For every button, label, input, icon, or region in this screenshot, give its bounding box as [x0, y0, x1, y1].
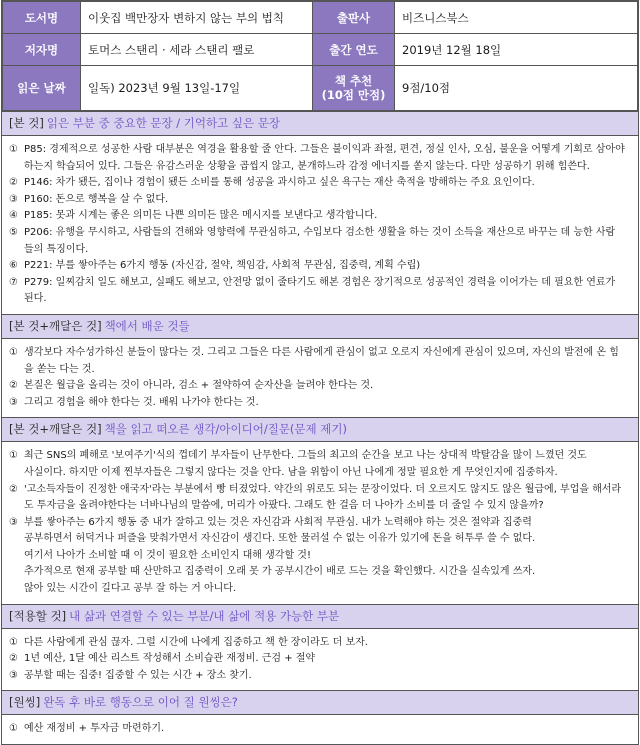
list-item: [9, 142, 632, 175]
section-4: [2, 604, 638, 691]
list-item-continuation: 여기서 나아가 소비할 때 이 것이 필요한 소비인지 대해 생각할 것!: [24, 549, 311, 561]
list-item: [9, 482, 632, 515]
list-item-text: P206: 유행을 무시하고, 사람들의 견해와 영향력에 무관심하고, 수입보다 검소한 생활을 하는 것이 소득을 재산으로 바꾸는 데 능한 사람: [24, 226, 616, 238]
list-item-number: ①: [9, 636, 18, 648]
list-item-number: ①: [9, 450, 18, 462]
list-item-continuation: 사실이다. 하지만 이제 찐부자들은 그렇지 않다는 것을 안다. 남을 위함이 아닌 나에게 정말 필요한 게 무엇인지에 집중하자.: [24, 466, 558, 478]
list-item-first-line: [9, 635, 632, 652]
list-item-continuation: 도 투자금을 올려야한다는 너바나님의 말씀에, 머리가 아팠다. 그래도 한 걸음 더 나아가 소비를 더 줄일 수 있지 않을까?: [24, 500, 544, 512]
list-item: [9, 378, 632, 395]
list-item-first-line: [9, 225, 632, 242]
list-item-number: ⑤: [9, 226, 18, 238]
list-item-number: ③: [9, 193, 18, 205]
list-item: [9, 651, 632, 668]
section-title: 책에서 배운 것들: [104, 318, 190, 333]
section-5: [2, 690, 638, 744]
list-item: [9, 515, 632, 598]
list-item-number: ①: [9, 346, 18, 358]
list-item-text: 예산 재정비 + 투자금 마련하기.: [24, 723, 165, 735]
list-item-number: ③: [9, 396, 18, 408]
author-value: 토머스 스탠리 · 세라 스탠리 팰로: [81, 34, 313, 66]
list-item-text: '고소득자들이 진정한 애국자'라는 부분에서 빵 터졌었다. 약간의 위로도 되는 문장이었다. 더 오르지도 않지도 않은 월급에, 부업을 해서라: [24, 483, 622, 495]
info-row-author: [3, 34, 638, 66]
list-item-first-line: [9, 448, 632, 465]
readdate-label: 읽은 날짜: [3, 66, 81, 111]
list-item-first-line: [9, 275, 632, 292]
list-item-text: 부를 쌓아주는 6가지 행동 중 내가 잘하고 있는 것은 자신감과 사회적 무관심. 내가 노력해야 하는 것은 절약과 집중력: [24, 516, 532, 528]
list-item: [9, 668, 632, 685]
review-sections: [2, 111, 638, 744]
section-title: 완독 후 바로 행동으로 이어 질 원씽은?: [43, 695, 238, 710]
list-item-first-line: [9, 721, 632, 738]
recommend-label-line2: (10점 만점): [321, 88, 386, 102]
list-item-continuation: 들의 특징이다.: [24, 243, 89, 255]
list-item-first-line: [9, 175, 632, 192]
recommend-label: [313, 66, 395, 111]
list-item-continuation: 된다.: [24, 293, 47, 305]
section-tag: [원씽]: [9, 695, 41, 710]
recommend-label-line1: 책 추천: [334, 74, 373, 88]
section-tag: [본 것+깨달은 것]: [9, 422, 102, 437]
list-item-first-line: [9, 668, 632, 685]
section-tag: [적용할 것]: [9, 608, 67, 623]
section-header: [2, 417, 638, 442]
section-header: [2, 111, 638, 136]
title-label: 도서명: [3, 2, 81, 34]
list-item-number: ③: [9, 516, 18, 528]
list-item-number: ①: [9, 723, 18, 735]
list-item-text: P279: 일찌감치 일도 해보고, 실패도 해보고, 안전망 없이 줄타기도 해본 경험은 장기적으로 성공적인 경력을 이어가는 데 필요한 연료가: [24, 276, 616, 288]
readdate-value: 일독) 2023년 9월 13일-17일: [81, 66, 313, 111]
list-item-number: ②: [9, 653, 18, 665]
list-item-number: ②: [9, 380, 18, 392]
list-item: [9, 635, 632, 652]
section-2: [2, 314, 638, 417]
list-item: [9, 258, 632, 275]
section-body: [2, 715, 638, 744]
list-item-first-line: [9, 258, 632, 275]
section-body: [2, 629, 638, 691]
list-item: [9, 275, 632, 308]
list-item: [9, 175, 632, 192]
list-item-continuation: 공부하면서 허덕거나 퍼즐을 맞춰가면서 자신감이 생긴다. 또한 물러설 수 없는 이유가 있기에 돈을 허투루 쓸 수 없다.: [24, 533, 536, 545]
list-item-continuation: 하는지 학습되어 있다. 그들은 유감스러운 상황을 곱씹지 않고, 분개하느라 감정 에너지를 쏟지 않는다. 다만 성공하기 위해 힘쓴다.: [24, 160, 590, 172]
list-item-text: P221: 부를 쌓아주는 6가지 행동 (자신감, 절약, 책임감, 사회적 무관심, 집중력, 계획 수립): [24, 260, 421, 272]
pubdate-label: 출간 연도: [313, 34, 395, 66]
list-item: [9, 395, 632, 412]
section-title: 내 삶과 연결할 수 있는 부분/내 삶에 적용 가능한 부분: [69, 608, 340, 623]
list-item-first-line: [9, 142, 632, 159]
list-item-number: ③: [9, 669, 18, 681]
section-title: 읽은 부분 중 중요한 문장 / 기억하고 싶은 문장: [46, 116, 280, 130]
list-item-text: 최근 SNS의 폐해로 '보여주기'식의 껍데기 부자들이 난무한다. 그들의 최고의 순간을 보고 나는 상대적 박탈감을 많이 느꼈던 것도: [24, 450, 587, 462]
list-item-number: ②: [9, 177, 18, 189]
publisher-value: 비즈니스북스: [395, 2, 638, 34]
list-item-number: ②: [9, 483, 18, 495]
list-item-text: 공부할 때는 집중! 집중할 수 있는 시간 + 장소 찾기.: [24, 669, 252, 681]
author-label: 저자명: [3, 34, 81, 66]
list-item: [9, 721, 632, 738]
info-row-title: [3, 2, 638, 34]
list-item-first-line: [9, 651, 632, 668]
section-3: [2, 417, 638, 603]
list-item: [9, 208, 632, 225]
list-item: [9, 192, 632, 209]
list-item-first-line: [9, 208, 632, 225]
list-item-continuation: 않아 있는 시간이 길다고 공부 잘 하는 거 아니다.: [24, 583, 237, 595]
book-info-table: [2, 1, 638, 111]
recommend-value: 9점/10점: [395, 66, 638, 111]
list-item-text: 그리고 경험을 해야 한다는 것. 배워 나가야 한다는 것.: [24, 396, 259, 408]
list-item-text: P146: 차가 됐든, 집이나 경험이 됐든 소비를 통해 성공을 과시하고 싶은 욕구는 재산 축적을 방해하는 주요 요인이다.: [24, 177, 535, 189]
list-item-continuation: 추가적으로 현재 공부할 때 산만하고 집중력이 오래 못 가 공부시간이 배로 드는 것을 확인했다. 시간을 실속있게 쓰자.: [24, 566, 536, 578]
list-item-text: P160: 돈으로 행복을 살 수 없다.: [24, 193, 169, 205]
section-body: [2, 136, 638, 314]
list-item: [9, 448, 632, 481]
pubdate-value: 2019년 12월 18일: [395, 34, 638, 66]
list-item-text: P85: 경제적으로 성공한 사람 대부분은 역경을 활용할 줄 안다. 그들은 불이익과 좌절, 편견, 정실 인사, 오심, 불운을 어떻게 기회로 삼아야: [24, 144, 625, 155]
book-review-sheet: [1, 0, 639, 745]
list-item-text: 본질은 월급을 올리는 것이 아니라, 검소 + 절약하여 순자산을 늘려야 한다는 것.: [24, 380, 374, 392]
section-header: [2, 690, 638, 715]
list-item-first-line: [9, 345, 632, 362]
section-body: [2, 339, 638, 417]
section-tag: [본 것+깨달은 것]: [9, 318, 102, 333]
list-item-number: ⑥: [9, 260, 18, 272]
publisher-label: 출판사: [313, 2, 395, 34]
section-header: [2, 314, 638, 339]
section-tag: [본 것]: [9, 116, 44, 130]
list-item-continuation: 을 쏟는 다는 것.: [24, 363, 95, 375]
section-body: [2, 442, 638, 603]
list-item-first-line: [9, 395, 632, 412]
list-item-number: ⑦: [9, 276, 18, 288]
list-item-first-line: [9, 482, 632, 499]
list-item-text: P185: 못과 시계는 좋은 의미든 나쁜 의미든 많은 메시지를 보낸다고 생각합니다.: [24, 210, 378, 222]
list-item-text: 1년 예산, 1달 예산 리스트 작성해서 소비습관 재정비. 근검 + 절약: [24, 653, 316, 665]
section-title: 책을 읽고 떠오른 생각/아이디어/질문(문제 제기): [104, 422, 347, 437]
list-item-number: ④: [9, 210, 18, 222]
list-item: [9, 225, 632, 258]
section-1: [2, 111, 638, 314]
list-item: [9, 345, 632, 378]
list-item-first-line: [9, 192, 632, 209]
title-value: 이웃집 백만장자 변하지 않는 부의 법칙: [81, 2, 313, 34]
list-item-first-line: [9, 515, 632, 532]
list-item-number: ①: [9, 144, 18, 155]
section-header: [2, 604, 638, 629]
list-item-text: 생각보다 자수성가하신 분들이 많다는 것. 그리고 그들은 다른 사람에게 관심이 없고 오로지 자신에게 관심이 있으며, 자신의 발전에 온 힘: [24, 346, 619, 358]
info-row-reading: [3, 66, 638, 111]
list-item-first-line: [9, 378, 632, 395]
list-item-text: 다른 사람에게 관심 끊자. 그럴 시간에 나에게 집중하고 책 한 장이라도 더 보자.: [24, 636, 368, 648]
